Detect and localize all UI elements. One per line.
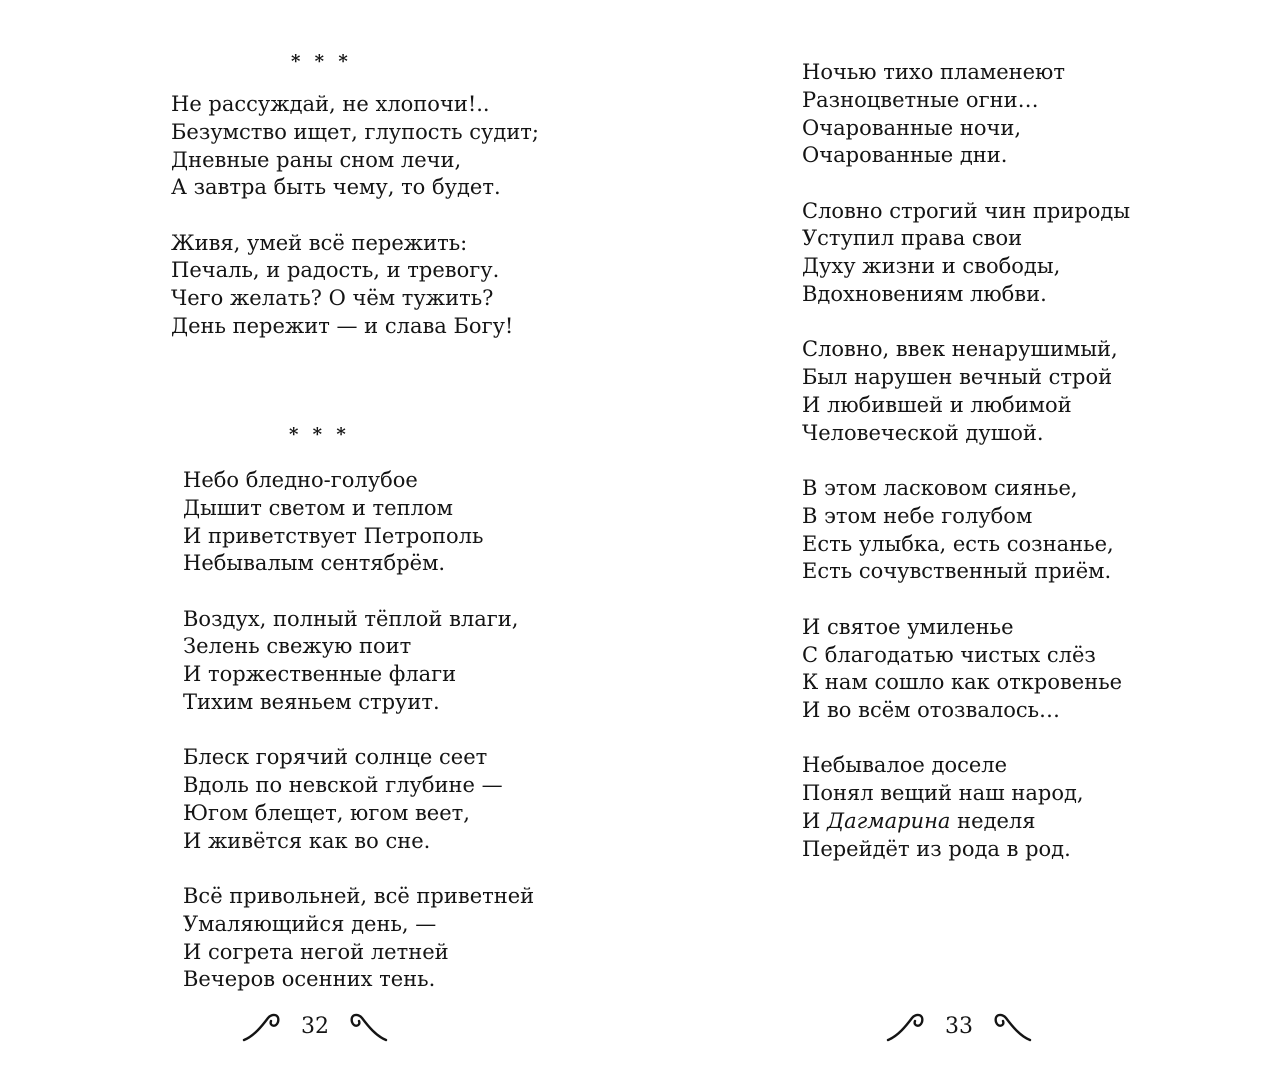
stanza (183, 606, 534, 717)
page-number-footer (240, 1006, 390, 1046)
poem-line: Дневные раны сном лечи, (171, 147, 462, 172)
poem-line: Человеческой душой. (802, 420, 1044, 445)
poem-line: И во всём отозвалось… (802, 698, 1061, 723)
poem-line: И согрета негой летней (183, 939, 449, 964)
poem-line: Понял вещий наш народ, (802, 781, 1084, 806)
poem-line: Тихим веяньем струит. (183, 690, 440, 715)
poem-line: Словно строгий чин природы (802, 198, 1131, 223)
poem-line: Зелень свежую поит (183, 634, 412, 659)
stanza (802, 59, 1130, 170)
poem-line: Всё привольней, всё приветней (183, 884, 535, 909)
poem-line: В этом небе голубом (802, 503, 1033, 528)
poem-line: Очарованные ночи, (802, 115, 1022, 140)
poem-line: Небо бледно-голубое (183, 468, 418, 492)
page-number: 33 (945, 1014, 973, 1039)
stanza (802, 752, 1130, 863)
poem-line: Ночью тихо пламенеют (802, 60, 1065, 84)
poem-line: К нам сошло как откровенье (802, 670, 1123, 695)
poem-line: Вечеров осенних тень. (183, 967, 436, 992)
poem-line: Чего желать? О чём тужить? (171, 286, 494, 311)
poem-line-prefix: И (802, 809, 827, 834)
poem-2 (183, 467, 534, 1022)
poem-line: Есть улыбка, есть сознанье, (802, 531, 1114, 556)
poem-line: С благодатью чистых слёз (802, 642, 1096, 667)
poem-line: Словно, ввек ненарушимый, (802, 337, 1118, 362)
poem-line: Небывалым сентябрём. (183, 551, 446, 576)
poem-line: И живётся как во сне. (183, 828, 431, 853)
poem-line: Разноцветные огни… (802, 87, 1039, 112)
poem-line: И приветствует Петрополь (183, 523, 484, 548)
poem-line: В этом ласковом сиянье, (802, 476, 1078, 501)
poem-line: Уступил права свои (802, 226, 1023, 251)
poem-line: Есть сочувственный приём. (802, 559, 1112, 584)
stanza (802, 475, 1130, 586)
poem-line: Небывалое доселе (802, 753, 1008, 778)
poem-line: Умаляющийся день, — (183, 911, 437, 936)
poem-line: Югом блещет, югом веет, (183, 800, 470, 825)
poem-line-italic-name: Дагмарина (827, 809, 951, 834)
poem-line: Очарованные дни. (802, 143, 1008, 168)
page-number: 32 (301, 1014, 329, 1039)
poem-1 (171, 91, 539, 368)
poem-line-suffix: неделя (950, 809, 1036, 834)
poem-line: И любившей и любимой (802, 392, 1072, 417)
poem-line: Безумство ищет, глупость судит; (171, 119, 540, 144)
poem-line: Перейдёт из рода в род. (802, 836, 1071, 861)
poem-separator: * * * (291, 51, 352, 72)
poem-line: Вдоль по невской глубине — (183, 773, 503, 798)
poem-line: Блеск горячий солнце сеет (183, 745, 488, 770)
poem-line: Дышит светом и теплом (183, 495, 453, 520)
poem-line: Не рассуждай, не хлопочи!.. (171, 92, 490, 116)
stanza (183, 467, 534, 578)
poem-line: Печаль, и радость, и тревогу. (171, 258, 500, 283)
stanza (802, 336, 1130, 447)
stanza (171, 91, 539, 202)
poem-line: И святое умиленье (802, 614, 1014, 639)
poem-line: Живя, умей всё пережить: (171, 230, 468, 255)
stanza (171, 230, 539, 341)
poem-line: А завтра быть чему, то будет. (171, 175, 501, 200)
stanza (802, 614, 1130, 725)
poem-line: И торжественные флаги (183, 662, 457, 687)
poem-line: Был нарушен вечный строй (802, 365, 1113, 390)
stanza (183, 744, 534, 855)
page-number-footer (884, 1006, 1034, 1046)
poem-line: Вдохновениям любви. (802, 282, 1047, 307)
stanza (802, 198, 1130, 309)
poem-3 (802, 59, 1130, 891)
stanza (183, 883, 534, 994)
poem-line (802, 808, 1130, 836)
poem-line: Воздух, полный тёплой влаги, (183, 606, 519, 631)
right-page (640, 0, 1280, 1080)
poem-line: День пережит — и слава Богу! (171, 314, 514, 339)
poem-line: Духу жизни и свободы, (802, 254, 1061, 279)
poem-separator: * * * (289, 424, 350, 445)
